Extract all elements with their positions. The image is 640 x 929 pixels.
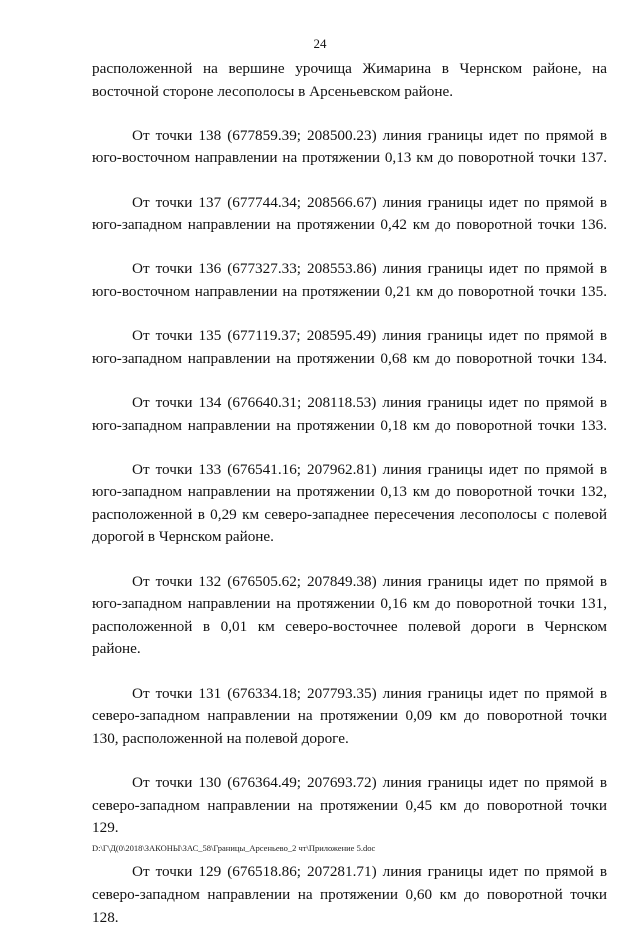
paragraph-line: северо-западном направлении на протяжении 0,60 км до поворотной точки	[92, 885, 607, 903]
paragraph-line: От точки 129 (676518.86; 207281.71) линия границы идет по прямой в	[132, 863, 607, 881]
paragraph-line: 130, расположенной на полевой дороге.	[92, 729, 349, 747]
paragraph-line: юго-западном направлении на протяжении 0,16 км до поворотной точки 131,	[92, 595, 607, 613]
paragraph-point-131	[92, 683, 607, 751]
paragraph-point-130	[92, 772, 607, 840]
paragraph-line: От точки 132 (676505.62; 207849.38) линия границы идет по прямой в	[132, 572, 607, 590]
footer-file-path: D:\Г\Д(0\2018\ЗАКОНЫ\ЗАС_58\Границы_Арсеньево_2 чт\Приложение 5.doc	[92, 843, 376, 853]
paragraph-line: От точки 133 (676541.16; 207962.81) линия границы идет по прямой в	[132, 460, 607, 478]
document-body	[92, 58, 607, 929]
paragraph-line: расположенной в 0,29 км северо-западнее пересечения лесополосы с полевой	[92, 505, 607, 523]
paragraph-line: северо-западном направлении на протяжении 0,45 км до поворотной точки	[92, 796, 607, 814]
paragraph-line: От точки 137 (677744.34; 208566.67) линия границы идет по прямой в	[132, 193, 607, 211]
paragraph-line: районе.	[92, 640, 141, 658]
paragraph-line: 129.	[92, 819, 119, 837]
paragraph-line: От точки 135 (677119.37; 208595.49) линия границы идет по прямой в	[132, 327, 607, 345]
paragraph-line: От точки 134 (676640.31; 208118.53) линия границы идет по прямой в	[132, 393, 607, 411]
paragraph-line: юго-восточном направлении на протяжении 0,21 км до поворотной точки 135.	[92, 282, 607, 300]
paragraph-line: расположенной в 0,01 км северо-восточнее полевой дороги в Чернском	[92, 617, 607, 635]
paragraph-line: 128.	[92, 908, 119, 926]
paragraph-point-134	[92, 392, 607, 437]
paragraph-point-129	[92, 861, 607, 929]
paragraph-line: восточной стороне лесополосы в Арсеньевском районе.	[92, 82, 454, 100]
paragraph-line: юго-восточном направлении на протяжении 0,13 км до поворотной точки 137.	[92, 149, 607, 167]
paragraph-line: юго-западном направлении на протяжении 0,42 км до поворотной точки 136.	[92, 216, 607, 234]
paragraph-line: От точки 136 (677327.33; 208553.86) линия границы идет по прямой в	[132, 260, 607, 278]
paragraph-point-138	[92, 125, 607, 170]
paragraph-line: От точки 131 (676334.18; 207793.35) линия границы идет по прямой в	[132, 684, 607, 702]
paragraph-point-132	[92, 571, 607, 661]
paragraph-line: расположенной на вершине урочища Жимарина в Чернском районе, на	[92, 60, 607, 77]
paragraph-line: северо-западном направлении на протяжении 0,09 км до поворотной точки	[92, 707, 607, 725]
paragraph-point-137	[92, 192, 607, 237]
paragraph-0	[92, 58, 607, 103]
paragraph-point-133	[92, 459, 607, 549]
paragraph-line: юго-западном направлении на протяжении 0,13 км до поворотной точки 132,	[92, 483, 607, 501]
page-number: 24	[313, 36, 327, 51]
paragraph-point-136	[92, 258, 607, 303]
paragraph-line: юго-западном направлении на протяжении 0,68 км до поворотной точки 134.	[92, 349, 607, 367]
paragraph-line: От точки 138 (677859.39; 208500.23) линия границы идет по прямой в	[132, 126, 607, 144]
paragraph-line: юго-западном направлении на протяжении 0,18 км до поворотной точки 133.	[92, 416, 607, 434]
paragraph-line: От точки 130 (676364.49; 207693.72) линия границы идет по прямой в	[132, 774, 607, 791]
paragraph-line: дорогой в Чернском районе.	[92, 528, 274, 546]
paragraph-point-135	[92, 325, 607, 370]
